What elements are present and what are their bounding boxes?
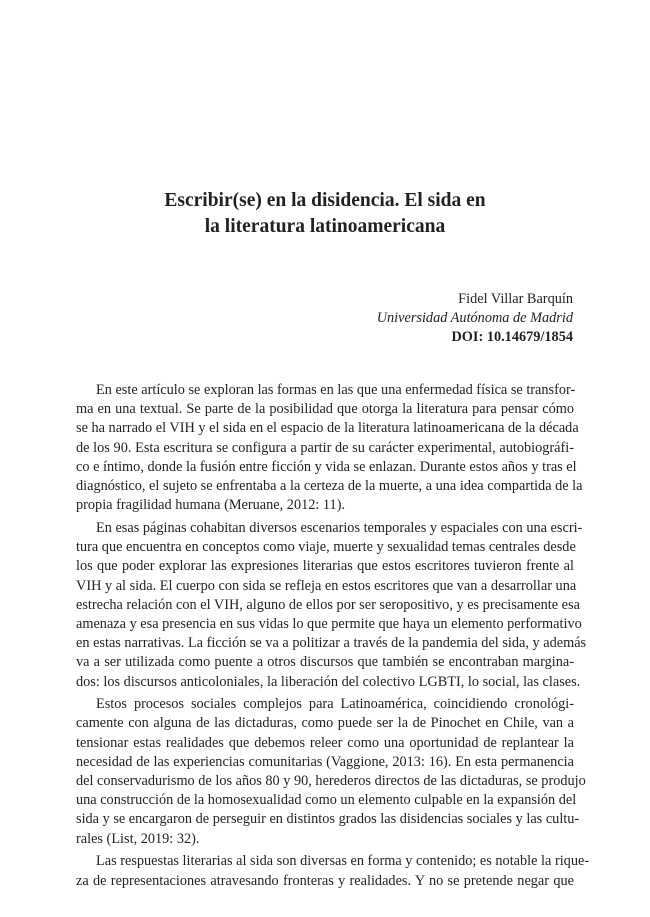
text-line: va a ser utilizada como puente a otros discursos que también se encontraban margina- <box>76 654 574 671</box>
paragraph <box>76 381 583 515</box>
text-line: se ha narrado el VIH y el sida en el espacio de la literatura latinoamericana de la década <box>76 420 579 437</box>
text-line: tura que encuentra en conceptos como viaje, muerte y sexualidad temas centrales desde <box>76 539 576 556</box>
author-affiliation: Universidad Autónoma de Madrid <box>376 310 573 326</box>
text-line: VIH y al sida. El cuerpo con sida se refleja en estos escritores que van a desarrollar una <box>76 577 577 594</box>
text-line: Estos procesos sociales complejos para Latinoamérica, coincidiendo cronológi- <box>96 696 574 713</box>
text-line: los que poder explorar las expresiones literarias que estos escritores tuvieron frente al <box>76 558 574 575</box>
paragraph <box>76 519 587 692</box>
text-line: za de representaciones atravesando fronteras y realidades. Y no se pretende negar que <box>76 872 574 889</box>
text-line: En esas páginas cohabitan diversos escenarios temporales y espaciales con una escri- <box>96 519 583 536</box>
author-name: Fidel Villar Barquín <box>458 291 573 307</box>
title-line-1: Escribir(se) en la disidencia. El sida en <box>164 190 486 211</box>
text-line: necesidad de las experiencias comunitarias (Vaggione, 2013: 16). En esta permanencia <box>76 753 574 770</box>
paragraph <box>76 695 586 849</box>
text-line: co e íntimo, donde la fusión entre ficción y vida se enlazan. Durante estos años y tras el <box>76 458 577 475</box>
text-line: propia fragilidad humana (Meruane, 2012: 11). <box>76 497 346 514</box>
text-line: diagnóstico, el sujeto se enfrentaba a la certeza de la muerte, a una idea compartida de la <box>76 478 583 495</box>
text-line: Las respuestas literarias al sida son diversas en forma y contenido; es notable la rique- <box>96 853 590 870</box>
text-line: sida y se encargaron de perseguir en distintos grados las disidencias sociales y las cultu- <box>76 811 580 828</box>
text-line: rales (List, 2019: 32). <box>76 830 200 847</box>
text-line: En este artículo se exploran las formas en las que una enfermedad física se transfor- <box>96 382 576 398</box>
text-line: una construcción de la homosexualidad como un elemento culpable en la expansión del <box>76 792 577 809</box>
doi: DOI: 10.14679/1854 <box>451 329 573 345</box>
text-line: dos: los discursos anticoloniales, la liberación del colectivo LGBTI, lo social, las clases. <box>76 673 581 690</box>
text-line: estrecha relación con el VIH, alguno de ellos por ser seropositivo, y es precisamente esa <box>76 596 580 613</box>
text-line: ma en una textual. Se parte de la posibilidad que otorga la literatura para pensar cómo <box>76 401 574 418</box>
text-line: camente con alguna de las dictaduras, como puede ser la de Pinochet en Chile, van a <box>76 715 574 732</box>
text-line: de los 90. Esta escritura se configura a partir de su carácter experimental, autobiográfi- <box>76 439 574 456</box>
author-block <box>377 290 573 347</box>
text-line: en estas narrativas. La ficción se va a politizar a través de la pandemia del sida, y además <box>76 635 587 652</box>
text-line: del conservadurismo de los años 80 y 90, herederos directos de las dictaduras, se produjo <box>76 773 586 790</box>
article-title <box>0 188 650 240</box>
title-line-2: la literatura latinoamericana <box>204 216 446 237</box>
paragraph <box>76 852 590 890</box>
article-body <box>76 381 590 894</box>
text-line: tensionar estas realidades que debemos releer como una oportunidad de replantear la <box>76 734 574 751</box>
text-line: amenaza y esa presencia en sus vidas lo que permite que haya un elemento performativo <box>76 615 582 632</box>
